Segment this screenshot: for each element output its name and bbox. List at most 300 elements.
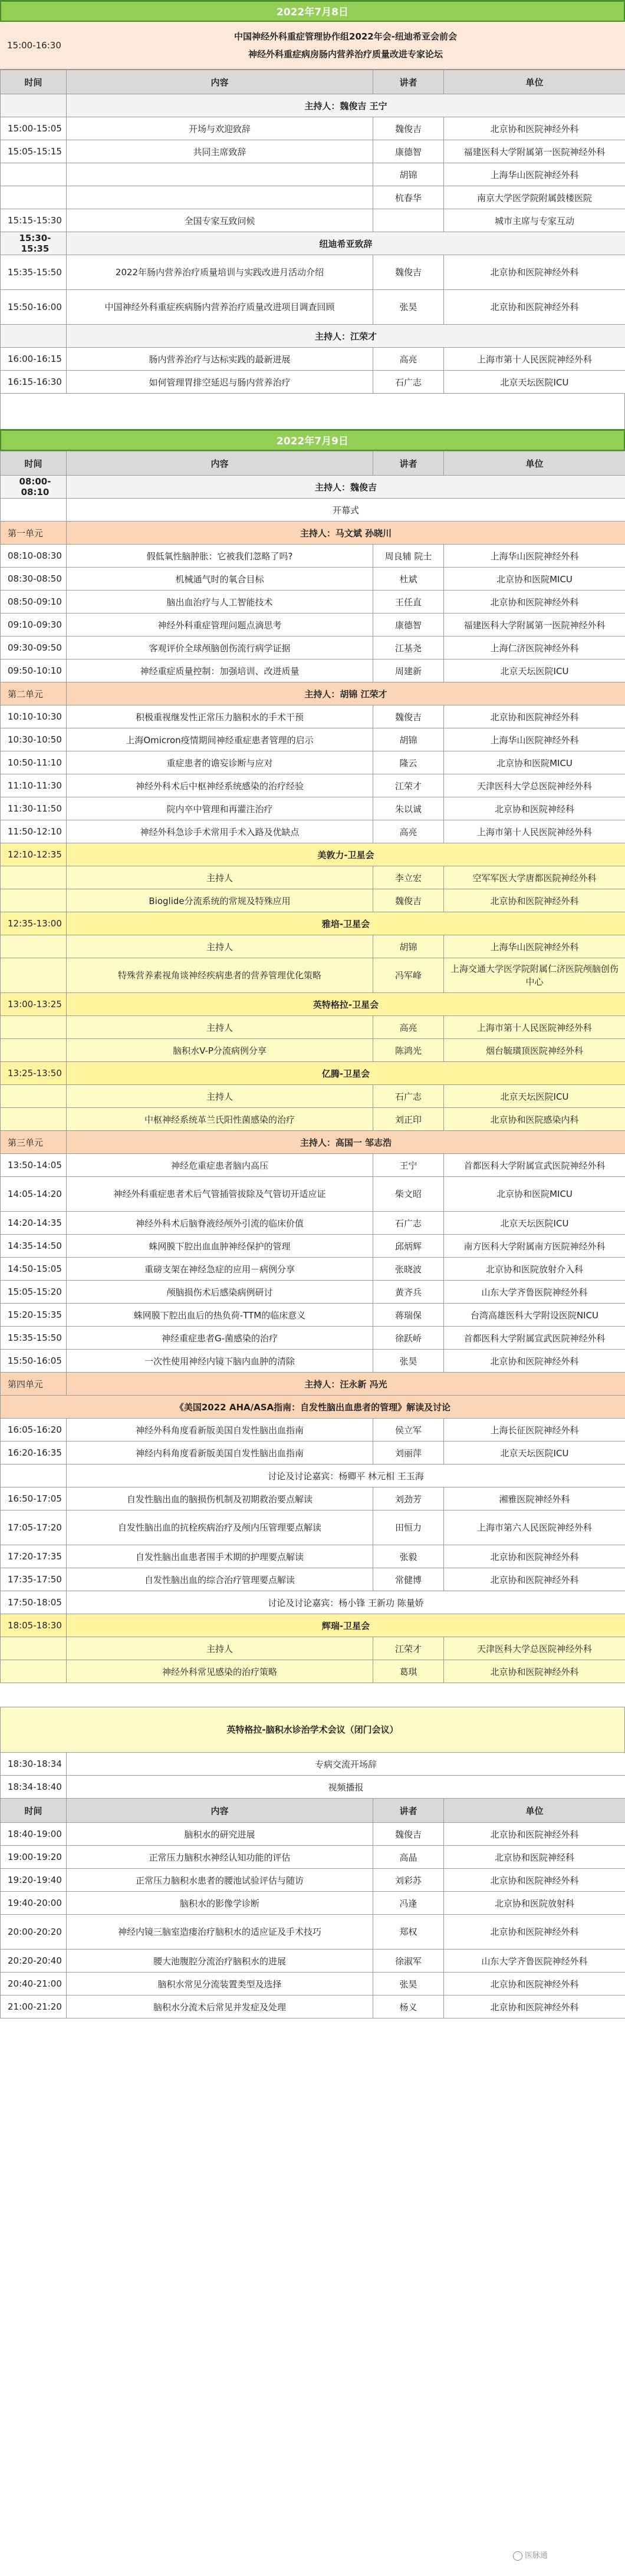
row-content: 共同主席致辞 — [67, 140, 373, 163]
table-row — [1, 163, 625, 186]
row-unit: 上海华山医院神经外科 — [444, 545, 625, 568]
row-content: 神经外科术后脑脊液经颅外引流的临床价值 — [67, 1212, 373, 1235]
row-unit: 北京协和医院神经外科 — [444, 1660, 625, 1683]
section-gap — [0, 394, 625, 429]
row-unit: 北京协和医院神经外科 — [444, 290, 625, 325]
row-content: 全国专家互致问候 — [67, 209, 373, 232]
row-content: 腰大池腹腔分流治疗脑积水的进展 — [67, 1950, 373, 1973]
table-row — [1, 1892, 625, 1915]
row-speaker: 李立宏 — [373, 866, 444, 889]
row-speaker: 黄齐兵 — [373, 1281, 444, 1304]
row-unit: 上海交通大学医学院附属仁济医院颅脑创伤中心 — [444, 958, 625, 993]
row-time: 15:35-15:50 — [1, 255, 67, 290]
row-content: 重症患者的谵妄诊断与应对 — [67, 751, 373, 774]
row-content: 主持人 — [67, 1085, 373, 1108]
table-row — [1, 1154, 625, 1177]
row-content: 脑积水常见分流装置类型及选择 — [67, 1973, 373, 1996]
row-content: 自发性脑出血的综合治疗管理要点解读 — [67, 1568, 373, 1591]
satellite-row — [1, 912, 625, 935]
row-unit: 北京协和医院放射介入科 — [444, 1258, 625, 1281]
satellite-chair-row — [1, 866, 625, 889]
column-header: 单位 — [444, 70, 625, 94]
watermark-logo-icon — [513, 2551, 522, 2561]
unit-label: 第四单元 — [1, 1373, 67, 1396]
row-content: 一次性使用神经内镜下脑内血肿的清除 — [67, 1350, 373, 1373]
row-speaker: 魏俊吉 — [373, 1823, 444, 1846]
unit-row — [1, 522, 625, 545]
unit-chair: 主持人：高国一 邹志浩 — [67, 1131, 625, 1154]
row-unit: 台湾高雄医科大学附设医院NICU — [444, 1304, 625, 1327]
satellite-time: 13:00-13:25 — [1, 993, 67, 1016]
row-unit: 北京协和医院神经外科 — [444, 591, 625, 614]
row-unit: 首都医科大学附属宣武医院神经外科 — [444, 1327, 625, 1350]
row-content: 特殊营养素视角谈神经疾病患者的营养管理优化策略 — [67, 958, 373, 993]
row-content: 蛛网膜下腔出血后的热负荷-TTM的临床意义 — [67, 1304, 373, 1327]
satellite-chair-row — [1, 1085, 625, 1108]
row-speaker: 康德智 — [373, 614, 444, 636]
column-header: 单位 — [444, 1799, 625, 1823]
row-speaker: 高晶 — [373, 1846, 444, 1869]
session-chair: 主持人：江荣才 — [67, 325, 625, 348]
table-row — [1, 1177, 625, 1212]
row-time: 10:50-11:10 — [1, 751, 67, 774]
row-content: 神经内科角度看新版美国自发性脑出血指南 — [67, 1442, 373, 1465]
day1-header: 2022年7月8日 — [0, 1, 625, 22]
satellite-row — [1, 843, 625, 866]
unit-row — [1, 682, 625, 705]
span-row — [1, 1465, 625, 1487]
satellite-title: 辉瑞-卫星会 — [67, 1614, 625, 1637]
row-content: 正常压力脑积水神经认知功能的评估 — [67, 1846, 373, 1869]
satellite-row — [1, 1614, 625, 1637]
row-content: 自发性脑出血的脑损伤机制及初期救治要点解读 — [67, 1487, 373, 1510]
pre-conference-title-2: 神经外科重症病房肠内营养治疗质量改进专家论坛 — [248, 49, 443, 60]
row-time: 19:40-20:00 — [1, 1892, 67, 1915]
row-speaker: 邱炳辉 — [373, 1235, 444, 1258]
row-speaker: 魏俊吉 — [373, 705, 444, 728]
row-content: 脑积水分流术后常见并发症及处理 — [67, 1996, 373, 2018]
row-unit: 北京协和医院神经外科 — [444, 117, 625, 140]
guideline-title: 《美国2022 AHA/ASA指南：自发性脑出血患者的管理》解读及讨论 — [1, 1396, 625, 1419]
table-row — [1, 1258, 625, 1281]
table-row — [1, 1235, 625, 1258]
column-header: 单位 — [444, 451, 625, 476]
satellite-chair-row — [1, 935, 625, 958]
column-header: 讲者 — [373, 70, 444, 94]
guideline-row — [1, 1396, 625, 1419]
row-content: 脑积水V-P分流病例分享 — [67, 1039, 373, 1062]
row-time — [1, 325, 67, 348]
table-row — [1, 751, 625, 774]
table-row — [1, 774, 625, 797]
row-content: 专病交流开场辞 — [67, 1753, 625, 1776]
row-speaker: 隆云 — [373, 751, 444, 774]
row-time: 18:34-18:40 — [1, 1776, 67, 1799]
row-unit: 南方医科大学附属南方医院神经外科 — [444, 1235, 625, 1258]
watermark — [513, 2549, 548, 2561]
row-time — [1, 866, 67, 889]
row-unit: 北京协和医院神经外科 — [444, 1823, 625, 1846]
table-row — [1, 290, 625, 325]
unit-row — [1, 1373, 625, 1396]
row-time: 15:50-16:05 — [1, 1350, 67, 1373]
row-unit: 上海长征医院神经外科 — [444, 1419, 625, 1442]
row-speaker: 王任直 — [373, 591, 444, 614]
table-row — [1, 568, 625, 591]
table-row — [1, 636, 625, 659]
row-unit: 城市主席与专家互动 — [444, 209, 625, 232]
span-row — [1, 1776, 625, 1799]
row-speaker: 高亮 — [373, 1016, 444, 1039]
row-unit: 烟台毓璜顶医院神经外科 — [444, 1039, 625, 1062]
row-speaker: 胡锦 — [373, 728, 444, 751]
table-row — [1, 614, 625, 636]
row-time: 11:50-12:10 — [1, 820, 67, 843]
row-speaker: 江基尧 — [373, 636, 444, 659]
satellite-time: 13:25-13:50 — [1, 1062, 67, 1085]
satellite-talk-row — [1, 1660, 625, 1683]
row-time — [1, 889, 67, 912]
row-content: 客观评价全球颅脑创伤流行病学证据 — [67, 636, 373, 659]
row-time: 16:05-16:20 — [1, 1419, 67, 1442]
row-unit: 首都医科大学附属宣武医院神经外科 — [444, 1154, 625, 1177]
satellite-title: 美敦力-卫星会 — [67, 843, 625, 866]
row-unit: 北京协和医院放射科 — [444, 1892, 625, 1915]
row-content — [67, 186, 373, 209]
row-content: 神经外科常见感染的治疗策略 — [67, 1660, 373, 1683]
row-content: 神经内镜三脑室造瘘治疗脑积水的适应证及手术技巧 — [67, 1915, 373, 1950]
row-time: 08:00-08:10 — [1, 476, 67, 499]
table-row — [1, 1350, 625, 1373]
row-speaker: 刘彩苏 — [373, 1869, 444, 1892]
row-time: 20:20-20:40 — [1, 1950, 67, 1973]
table-row — [1, 1327, 625, 1350]
row-content: 神经外科重症管理问题点滴思考 — [67, 614, 373, 636]
row-time: 20:40-21:00 — [1, 1973, 67, 1996]
row-speaker: 魏俊吉 — [373, 117, 444, 140]
span-row — [1, 1591, 625, 1614]
row-speaker: 江荣才 — [373, 774, 444, 797]
row-time: 16:20-16:35 — [1, 1442, 67, 1465]
row-unit: 上海华山医院神经外科 — [444, 163, 625, 186]
row-content: 脑积水的影像学诊断 — [67, 1892, 373, 1915]
row-content: 自发性脑出血的抗栓疾病治疗及颅内压管理要点解读 — [67, 1510, 373, 1545]
row-content — [67, 163, 373, 186]
row-speaker: 周建新 — [373, 659, 444, 682]
row-time: 09:10-09:30 — [1, 614, 67, 636]
row-content: 院内卒中管理和再灌注治疗 — [67, 797, 373, 820]
row-time: 14:20-14:35 — [1, 1212, 67, 1235]
table-row — [1, 1915, 625, 1950]
row-content: 上海Omicron疫情期间神经重症患者管理的启示 — [67, 728, 373, 751]
table-row — [1, 140, 625, 163]
session-row — [1, 232, 625, 255]
row-unit: 北京协和医院神经外科 — [444, 889, 625, 912]
satellite-title: 雅培-卫星会 — [67, 912, 625, 935]
row-content: 脑出血治疗与人工智能技术 — [67, 591, 373, 614]
table-row — [1, 797, 625, 820]
table-row — [1, 186, 625, 209]
satellite-title: 英特格拉-卫星会 — [67, 993, 625, 1016]
row-unit: 福建医科大学附属第一医院神经外科 — [444, 140, 625, 163]
row-time — [1, 1637, 67, 1660]
column-header-row — [1, 1799, 625, 1823]
row-unit: 上海华山医院神经外科 — [444, 935, 625, 958]
row-time: 10:30-10:50 — [1, 728, 67, 751]
row-speaker: 高亮 — [373, 820, 444, 843]
row-time: 16:15-16:30 — [1, 371, 67, 394]
column-header-row — [1, 451, 625, 476]
row-speaker: 魏俊吉 — [373, 255, 444, 290]
row-unit: 北京天坛医院ICU — [444, 1442, 625, 1465]
row-speaker: 徐淑军 — [373, 1950, 444, 1973]
satellite-time: 18:05-18:30 — [1, 1614, 67, 1637]
row-content: 正常压力脑积水患者的腰池试验评估与随访 — [67, 1869, 373, 1892]
row-time: 18:40-19:00 — [1, 1823, 67, 1846]
table-row — [1, 117, 625, 140]
row-unit: 上海市第十人民医院神经外科 — [444, 1016, 625, 1039]
column-header: 时间 — [1, 1799, 67, 1823]
row-unit: 北京协和医院神经科 — [444, 1846, 625, 1869]
row-unit: 北京协和医院神经外科 — [444, 1350, 625, 1373]
row-content: 讨论及讨论嘉宾：杨卿平 林元相 王玉海 — [67, 1465, 625, 1487]
row-time: 18:30-18:34 — [1, 1753, 67, 1776]
row-unit: 北京协和医院MICU — [444, 1177, 625, 1212]
row-unit: 北京协和医院神经外科 — [444, 1973, 625, 1996]
row-content: 蛛网膜下腔出血血肿神经保护的管理 — [67, 1235, 373, 1258]
row-content: Bioglide分流系统的常规及特殊应用 — [67, 889, 373, 912]
session-row — [1, 94, 625, 117]
row-time: 15:15-15:30 — [1, 209, 67, 232]
row-time: 16:50-17:05 — [1, 1487, 67, 1510]
table-row — [1, 1568, 625, 1591]
row-speaker: 侯立军 — [373, 1419, 444, 1442]
row-time — [1, 186, 67, 209]
table-row — [1, 1846, 625, 1869]
row-speaker: 江荣才 — [373, 1637, 444, 1660]
row-time: 08:30-08:50 — [1, 568, 67, 591]
row-unit: 空军军医大学唐都医院神经外科 — [444, 866, 625, 889]
satellite-chair-row — [1, 1016, 625, 1039]
row-time — [1, 1039, 67, 1062]
row-time: 15:50-16:00 — [1, 290, 67, 325]
row-speaker: 王宁 — [373, 1154, 444, 1177]
unit-label: 第一单元 — [1, 522, 67, 545]
unit-chair: 主持人：汪永新 冯光 — [67, 1373, 625, 1396]
row-content: 讨论及讨论嘉宾：杨小锋 王新功 陈量娇 — [67, 1591, 625, 1614]
session-row — [1, 325, 625, 348]
row-time: 15:20-15:35 — [1, 1304, 67, 1327]
row-content: 主持人 — [67, 1016, 373, 1039]
unit-chair: 主持人：胡锦 江荣才 — [67, 682, 625, 705]
table-row — [1, 545, 625, 568]
row-content: 机械通气时的氧合目标 — [67, 568, 373, 591]
satellite-title: 亿腾-卫星会 — [67, 1062, 625, 1085]
row-speaker: 常健博 — [373, 1568, 444, 1591]
satellite-time: 12:10-12:35 — [1, 843, 67, 866]
row-content: 中枢神经系统革兰氏阳性菌感染的治疗 — [67, 1108, 373, 1131]
row-unit: 上海仁济医院神经外科 — [444, 636, 625, 659]
table-row — [1, 1419, 625, 1442]
row-content: 如何管理胃排空延迟与肠内营养治疗 — [67, 371, 373, 394]
row-unit: 上海市第十人民医院神经外科 — [444, 820, 625, 843]
row-time — [1, 935, 67, 958]
row-speaker: 郑权 — [373, 1915, 444, 1950]
table-row — [1, 255, 625, 290]
row-unit: 北京天坛医院ICU — [444, 1085, 625, 1108]
row-content: 假低氧性脑肿胀：它被我们忽略了吗? — [67, 545, 373, 568]
column-header: 时间 — [1, 451, 67, 476]
row-unit: 上海华山医院神经外科 — [444, 728, 625, 751]
row-time: 15:30-15:35 — [1, 232, 67, 255]
row-content: 神经外科角度看新版美国自发性脑出血指南 — [67, 1419, 373, 1442]
row-time: 11:10-11:30 — [1, 774, 67, 797]
row-time: 15:00-15:05 — [1, 117, 67, 140]
row-time: 10:10-10:30 — [1, 705, 67, 728]
row-speaker: 杜斌 — [373, 568, 444, 591]
row-time: 17:05-17:20 — [1, 1510, 67, 1545]
row-time: 14:05-14:20 — [1, 1177, 67, 1212]
closed-meeting-section — [0, 1707, 625, 2018]
row-unit: 北京协和医院MICU — [444, 568, 625, 591]
row-speaker: 葛琪 — [373, 1660, 444, 1683]
row-time: 15:05-15:15 — [1, 140, 67, 163]
unit-label: 第二单元 — [1, 682, 67, 705]
row-time — [1, 1108, 67, 1131]
column-header: 时间 — [1, 70, 67, 94]
row-content: 肠内营养治疗与达标实践的最新进展 — [67, 348, 373, 371]
row-speaker: 蒋瑞保 — [373, 1304, 444, 1327]
closed-meeting-table — [0, 1752, 625, 2018]
column-header: 讲者 — [373, 451, 444, 476]
table-row — [1, 1869, 625, 1892]
satellite-talk-row — [1, 1108, 625, 1131]
row-time — [1, 1016, 67, 1039]
row-unit: 北京天坛医院ICU — [444, 1212, 625, 1235]
span-row — [1, 1753, 625, 1776]
row-content: 神经外科急诊手术常用手术入路及优缺点 — [67, 820, 373, 843]
row-content: 主持人 — [67, 935, 373, 958]
row-speaker: 刘丽萍 — [373, 1442, 444, 1465]
row-speaker — [373, 209, 444, 232]
row-speaker: 张昊 — [373, 290, 444, 325]
row-unit: 北京协和医院神经外科 — [444, 255, 625, 290]
row-speaker: 高亮 — [373, 348, 444, 371]
closed-meeting-title: 英特格拉-脑积水诊治学术会议（闭门会议） — [0, 1707, 625, 1752]
pre-conference-title-1: 中国神经外科重症管理协作组2022年会-纽迪希亚会前会 — [234, 31, 457, 42]
row-content: 神经重症质量控制：加强培训、改进质量 — [67, 659, 373, 682]
row-unit: 北京协和医院神经科 — [444, 797, 625, 820]
row-content: 颅脑损伤术后感染病例研讨 — [67, 1281, 373, 1304]
row-time: 17:20-17:35 — [1, 1545, 67, 1568]
table-row — [1, 1973, 625, 1996]
session-chair: 主持人：魏俊吉 — [67, 476, 625, 499]
table-row — [1, 209, 625, 232]
table-row — [1, 1304, 625, 1327]
row-speaker: 张毅 — [373, 1545, 444, 1568]
row-content: 开场与欢迎致辞 — [67, 117, 373, 140]
row-content: 神经外科术后中枢神经系统感染的治疗经验 — [67, 774, 373, 797]
row-time: 17:35-17:50 — [1, 1568, 67, 1591]
row-speaker: 杭春华 — [373, 186, 444, 209]
row-speaker: 石广志 — [373, 1085, 444, 1108]
row-speaker: 陈鸿光 — [373, 1039, 444, 1062]
table-row — [1, 1545, 625, 1568]
table-row — [1, 659, 625, 682]
column-header: 讲者 — [373, 1799, 444, 1823]
row-time — [1, 1465, 67, 1487]
row-time: 19:00-19:20 — [1, 1846, 67, 1869]
table-row — [1, 1281, 625, 1304]
unit-row — [1, 1131, 625, 1154]
row-speaker: 杨义 — [373, 1996, 444, 2018]
row-content: 重磅支架在神经急症的应用－病例分享 — [67, 1258, 373, 1281]
row-time: 09:50-10:10 — [1, 659, 67, 682]
row-time: 16:00-16:15 — [1, 348, 67, 371]
row-content: 中国神经外科重症疾病肠内营养治疗质量改进项目调查回顾 — [67, 290, 373, 325]
session-chair: 主持人：魏俊吉 王宁 — [67, 94, 625, 117]
day2-table — [0, 451, 625, 1683]
row-unit: 天津医科大学总医院神经外科 — [444, 774, 625, 797]
row-content: 主持人 — [67, 1637, 373, 1660]
session-row — [1, 476, 625, 499]
row-time: 19:20-19:40 — [1, 1869, 67, 1892]
row-speaker: 刘劲芳 — [373, 1487, 444, 1510]
row-speaker: 石广志 — [373, 1212, 444, 1235]
row-time: 17:50-18:05 — [1, 1591, 67, 1614]
row-time — [1, 1085, 67, 1108]
satellite-chair-row — [1, 1637, 625, 1660]
row-unit: 北京协和医院神经外科 — [444, 1869, 625, 1892]
row-unit: 北京天坛医院ICU — [444, 659, 625, 682]
row-content: 神经外科重症患者术后气管插管拔除及气管切开适应证 — [67, 1177, 373, 1212]
row-time: 14:50-15:05 — [1, 1258, 67, 1281]
row-time: 14:35-14:50 — [1, 1235, 67, 1258]
row-time — [1, 958, 67, 993]
row-content: 2022年肠内营养治疗质量培训与实践改进月活动介绍 — [67, 255, 373, 290]
row-unit: 山东大学齐鲁医院神经外科 — [444, 1281, 625, 1304]
row-speaker: 康德智 — [373, 140, 444, 163]
satellite-row — [1, 993, 625, 1016]
row-time: 15:35-15:50 — [1, 1327, 67, 1350]
row-speaker: 徐跃峤 — [373, 1327, 444, 1350]
row-content: 脑积水的研究进展 — [67, 1823, 373, 1846]
pre-conference-text — [66, 22, 625, 69]
table-row — [1, 1487, 625, 1510]
pre-conference-title — [0, 22, 625, 70]
row-unit: 北京协和医院神经外科 — [444, 1996, 625, 2018]
row-speaker: 胡锦 — [373, 163, 444, 186]
table-row — [1, 1823, 625, 1846]
row-speaker: 朱以诚 — [373, 797, 444, 820]
row-unit: 北京协和医院神经外科 — [444, 705, 625, 728]
table-row — [1, 591, 625, 614]
column-header: 内容 — [67, 70, 373, 94]
satellite-row — [1, 1062, 625, 1085]
row-time: 11:30-11:50 — [1, 797, 67, 820]
satellite-talk-row — [1, 958, 625, 993]
session-chair: 纽迪希亚致辞 — [67, 232, 625, 255]
row-time: 20:00-20:20 — [1, 1915, 67, 1950]
row-speaker: 田恒力 — [373, 1510, 444, 1545]
row-speaker: 胡锦 — [373, 935, 444, 958]
row-content: 主持人 — [67, 866, 373, 889]
day2-section — [0, 429, 625, 1683]
row-time — [1, 94, 67, 117]
row-content: 神经危重症患者脑内高压 — [67, 1154, 373, 1177]
row-time — [1, 499, 67, 522]
table-row — [1, 1510, 625, 1545]
